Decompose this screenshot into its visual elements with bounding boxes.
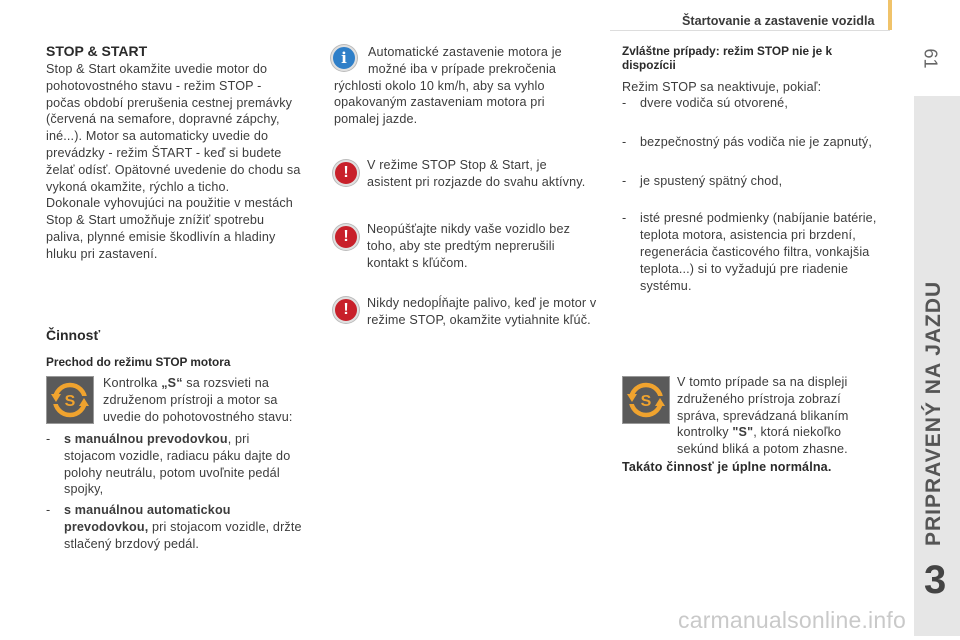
intro-line: vykoná okamžite, rýchlo a ticho. — [46, 179, 230, 194]
warning-line: V režime STOP Stop & Start, je — [367, 158, 547, 172]
warning-line: asistent pri rozjazde do svahu aktívny. — [367, 174, 586, 189]
bullet-dash: - — [46, 432, 51, 446]
page-number: 61 — [920, 48, 941, 69]
svg-text:S: S — [64, 393, 76, 410]
info-line: opakovaným zastaveniam motora pri — [334, 95, 545, 110]
bullet-manual-gearbox — [46, 431, 326, 498]
chapter-title: Štartovanie a zastavenie vozidla — [682, 14, 875, 28]
special-cases-intro: Režim STOP sa neaktivuje, pokiaľ: — [622, 80, 822, 94]
bullet-dash: - — [46, 503, 51, 517]
intro-line: Stop & Start okamžite uvedie motor do — [46, 62, 268, 76]
info-note — [334, 44, 604, 128]
warning-refuel — [367, 295, 612, 329]
intro-line: Stop & Start umožňuje znížiť spotrebu — [46, 213, 265, 228]
header-accent — [888, 0, 892, 30]
intro-line: počas období prerušenia cestnej premávky — [46, 95, 293, 110]
bullet-dash: - — [622, 211, 627, 226]
warning-icon: ! — [333, 224, 359, 250]
info-line: Automatické zastavenie motora je — [368, 45, 562, 59]
bullet-automatic-gearbox — [46, 502, 336, 552]
info-line: rýchlosti okolo 10 km/h, aby sa vyhlo — [334, 78, 545, 93]
condition-line: dvere vodiča sú otvorené, — [640, 96, 788, 110]
bullet-dash: - — [622, 96, 627, 110]
bullet-line: stlačený brzdový pedál. — [64, 536, 200, 551]
sidebar-section-label: PRIPRAVENÝ NA JAZDU — [922, 280, 945, 546]
indicator-symbol: „S“ — [161, 376, 183, 390]
display-message-description — [677, 374, 892, 458]
warning-leave-vehicle — [367, 221, 607, 271]
chapter-number: 3 — [924, 558, 947, 602]
display-symbol: "S" — [732, 425, 754, 440]
condition-line: systému. — [640, 278, 692, 293]
intro-line: prevádzky - režim ŠTART - keď si budete — [46, 145, 282, 160]
condition-line: teplota motora, asistencia pri brzdení, — [640, 228, 856, 243]
intro-line: Dokonale vyhovujúci na použitie v mestách — [46, 196, 293, 211]
sub-heading-stop-mode: Prechod do režimu STOP motora — [46, 355, 231, 369]
normal-operation-note: Takáto činnosť je úplne normálna. — [622, 460, 832, 474]
bullet-bold: prevodovkou, — [64, 519, 149, 534]
condition-line: isté presné podmienky (nabíjanie batérie, — [640, 211, 877, 226]
indicator-line-post: sa rozsvieti na — [182, 376, 270, 390]
condition-item — [622, 210, 920, 294]
info-line: možné iba v prípade prekročenia — [368, 61, 557, 76]
intro-line: (červená na semafore, dopravné zápchy, — [46, 112, 280, 127]
indicator-line: uvedie do pohotovostného stavu: — [103, 409, 293, 424]
bullet-line: spojky, — [64, 482, 104, 497]
bullet-dash: - — [622, 173, 627, 188]
stop-start-indicator-icon — [622, 376, 670, 424]
bullet-dash: - — [622, 134, 627, 149]
special-cases-heading — [622, 44, 882, 72]
display-line-pre: kontrolky — [677, 425, 733, 440]
info-line: pomalej jazde. — [334, 112, 418, 127]
warning-icon: ! — [333, 160, 359, 186]
condition-line: bezpečnostný pás vodiča nie je zapnutý, — [640, 134, 872, 149]
warning-line: Nikdy nedopĺňajte palivo, keď je motor v — [367, 296, 597, 310]
intro-line: pohotovostného stavu - režim STOP - — [46, 78, 262, 93]
warning-line: toho, aby ste predtým neprerušili — [367, 238, 555, 253]
bullet-line: stojacom vozidle, radiacu páku dajte do — [64, 448, 291, 463]
warning-line: kontakt s kľúčom. — [367, 255, 468, 270]
condition-item — [622, 173, 910, 190]
warning-icon: ! — [333, 297, 359, 323]
condition-line: je spustený spätný chod, — [640, 173, 783, 188]
indicator-line-pre: Kontrolka — [103, 376, 162, 390]
intro-line: želať odísť. Opätovné uvedenie do chodu sa — [46, 162, 301, 177]
display-line: združeného prístroja zobrazí — [677, 391, 841, 406]
chapter-sidebar — [914, 96, 960, 636]
display-line: sekúnd bliká a potom zhasne. — [677, 442, 848, 457]
watermark: carmanualsonline.info — [678, 607, 906, 633]
indicator-description — [103, 375, 323, 425]
condition-line: regenerácia časticového filtra, vonkajšia — [640, 244, 870, 259]
intro-line: iné...). Motor sa automaticky uvedie do — [46, 129, 269, 144]
condition-item — [622, 134, 910, 151]
display-line: V tomto prípade sa na displeji — [677, 375, 848, 389]
section-heading-operation: Činnosť — [46, 327, 101, 343]
info-icon: i — [331, 45, 357, 71]
intro-line: hluku pri zastavení. — [46, 246, 158, 261]
stop-start-indicator-icon — [46, 376, 94, 424]
bullet-rest: pri stojacom vozidle, držte — [148, 519, 302, 534]
bullet-line: polohy neutrálu, potom uvoľnite pedál — [64, 465, 280, 480]
indicator-line: združenom prístroji a motor sa — [103, 392, 278, 407]
display-line: správa, sprevádzaná blikaním — [677, 408, 849, 423]
condition-line: teplota...) si to vyžadujú pre riadenie — [640, 261, 849, 276]
stop-start-title: STOP & START — [46, 43, 148, 59]
intro-paragraph — [46, 61, 326, 263]
bullet-bold: s manuálnou automatickou — [64, 503, 231, 517]
warning-hill-assist — [367, 157, 607, 191]
header-rule — [610, 30, 890, 31]
bullet-rest: , pri — [227, 432, 250, 446]
bullet-bold: s manuálnou prevodovkou — [64, 432, 228, 446]
warning-line: režime STOP, okamžite vytiahnite kľúč. — [367, 312, 591, 327]
warning-line: Neopúšťajte nikdy vaše vozidlo bez — [367, 222, 571, 236]
special-cases-line: dispozícii — [622, 58, 676, 72]
condition-item — [622, 95, 910, 112]
intro-line: paliva, plynné emisie škodlivín a hladiny — [46, 229, 276, 244]
svg-text:S: S — [640, 393, 652, 410]
special-cases-line: Zvláštne prípady: režim STOP nie je k — [622, 44, 833, 58]
display-line-post: , ktorá niekoľko — [753, 425, 842, 440]
